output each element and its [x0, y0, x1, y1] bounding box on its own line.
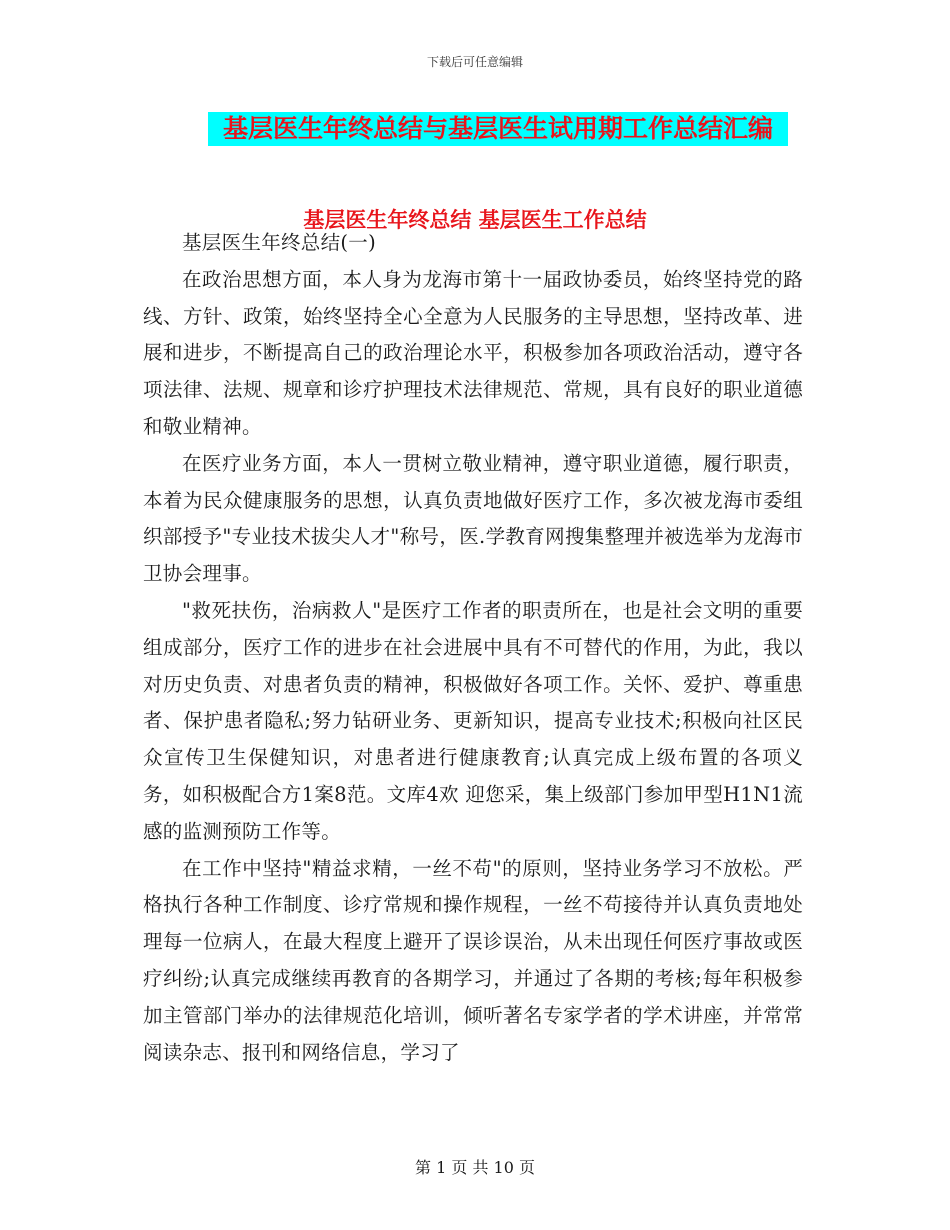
body-paragraph: 在工作中坚持"精益求精，一丝不苟"的原则，坚持业务学习不放松。严格执行各种工作制度、诊疗常规和操作规程，一丝不苟接待并认真负责地处理每一位病人，在最大程度上避开了误诊误治，从未出现任何医疗事故或医疗纠纷;认真完成继续再教育的各期学习，并通过了各期的考核;每年积极参加主管部门举办的法律规范化培训，倾听著名专家学者的学术讲座，并常常阅读杂志、报刊和网络信息，学习了 [143, 856, 803, 1064]
body-paragraph: "救死扶伤，治病救人"是医疗工作者的职责所在，也是社会文明的重要组成部分，医疗工作的进步在社会进展中具有不可替代的作用，为此，我以对历史负责、对患者负责的精神，积极做好各项工作。关怀、爱护、尊重患者、保护患者隐私;努力钻研业务、更新知识，提高专业技术;积极向社区民众宣传卫生保健知识，对患者进行健康教育;认真完成上级布置的各项义务，如积极配合方1案8范。文库4欢 迎您采，集上级部门参加甲型H1N1流感的监测预防工作等。 [143, 598, 803, 843]
document-subtitle: 基层医生年终总结 基层医生工作总结 [303, 208, 647, 232]
body-paragraph: 在政治思想方面，本人身为龙海市第十一届政协委员，始终坚持党的路线、方针、政策，始终坚持全心全意为人民服务的主导思想，坚持改革、进展和进步，不断提高自己的政治理论水平，积极参加各项政治活动，遵守各项法律、法规、规章和诊疗护理技术法律规范、常规，具有良好的职业道德和敬业精神。 [143, 267, 803, 438]
document-body [143, 225, 803, 1071]
body-paragraph: 在医疗业务方面，本人一贯树立敬业精神，遵守职业道德，履行职责，本着为民众健康服务的思想，认真负责地做好医疗工作，多次被龙海市委组织部授予"专业技术拔尖人才"称号，医.学教育网搜集整理并被选举为龙海市卫协会理事。 [143, 451, 803, 586]
page-number: 第 1 页 共 10 页 [415, 1158, 535, 1177]
document-title: 基层医生年终总结与基层医生试用期工作总结汇编 [208, 112, 788, 146]
section-heading: 基层医生年终总结(一) [182, 231, 377, 254]
page-header-note: 下载后可任意编辑 [426, 55, 523, 69]
